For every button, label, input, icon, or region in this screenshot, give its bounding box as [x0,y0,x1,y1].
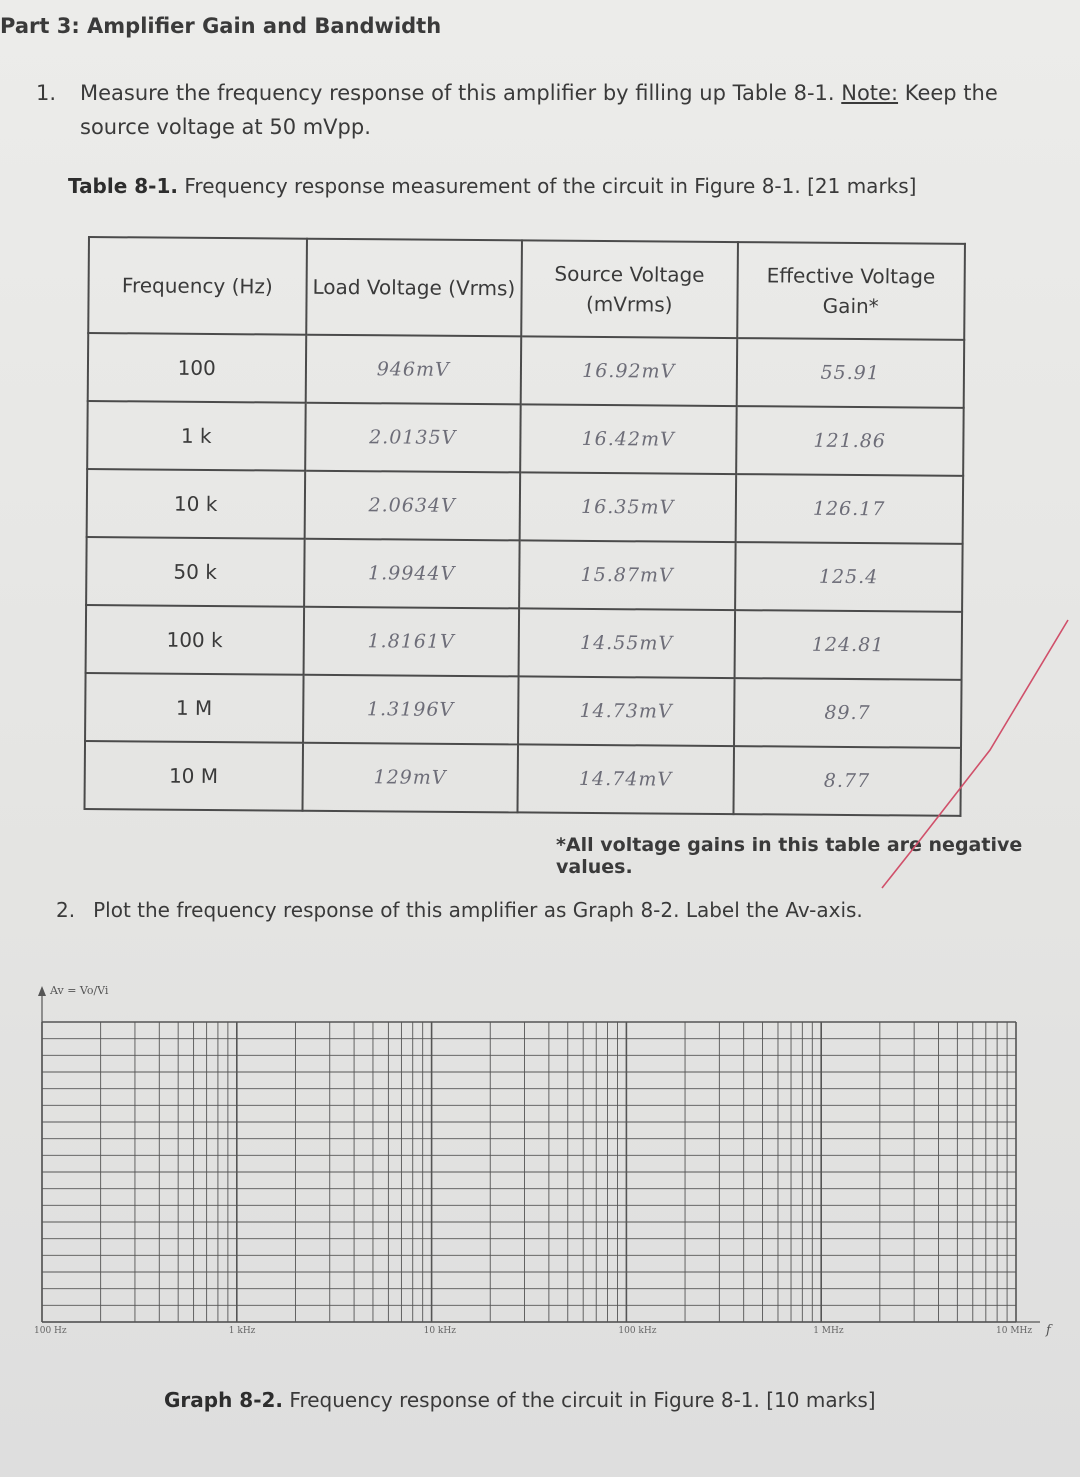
graph-caption-label: Graph 8-2. [164,1388,284,1412]
load-voltage-cell: 2.0634V [304,471,520,541]
question-1-text-before-note: Measure the frequency response of this amplifier by filling up Table 8-1. [80,81,842,105]
frequency-cell: 1 k [87,401,305,471]
source-voltage-cell: 14.55mV [519,608,735,678]
graph-caption [164,1388,876,1412]
x-tick-label: 100 Hz [34,1326,67,1336]
source-voltage-cell: 14.74mV [518,744,734,814]
gain-cell: 124.81 [734,610,962,680]
gain-cell: 126.17 [735,474,963,544]
gain-cell: 8.77 [733,746,961,816]
gain-cell: 121.86 [736,406,964,476]
gain-cell: 125.4 [735,542,963,612]
gain-cell: 89.7 [734,678,962,748]
x-tick-label: 1 kHz [228,1326,256,1336]
table-caption-label: Table 8-1. [68,174,178,198]
load-voltage-cell: 2.0135V [305,403,521,473]
header-source-voltage: Source Voltage (mVrms) [521,240,737,338]
load-voltage-cell: 129mV [302,743,518,813]
table-caption-text: Frequency response measurement of the circuit in Figure 8-1. [21 marks] [178,174,917,198]
question-1-text-after-note: Keep the source voltage at 50 mVpp. [80,81,998,139]
gain-cell: 55.91 [736,338,964,408]
y-axis-arrow [38,986,46,996]
header-load-voltage: Load Voltage (Vrms) [306,239,522,337]
pen-stroke-mark [882,620,1068,888]
part-heading: Part 3: Amplifier Gain and Bandwidth [0,14,442,38]
x-tick-label: 10 MHz [996,1326,1033,1336]
frequency-cell: 50 k [86,537,304,607]
source-voltage-cell: 15.87mV [519,540,735,610]
load-voltage-cell: 1.9944V [304,539,520,609]
source-voltage-cell: 16.92mV [521,336,737,406]
header-frequency: Frequency (Hz) [88,237,306,335]
load-voltage-cell: 946mV [305,335,521,405]
header-gain: Effective Voltage Gain* [737,242,965,340]
question-2-text: Plot the frequency response of this amplifier as Graph 8-2. Label the Av-axis. [93,898,863,922]
x-axis-symbol: f [1046,1323,1051,1338]
question-1-number: 1. [36,81,57,105]
frequency-cell: 1 M [85,673,303,743]
source-voltage-cell: 16.42mV [520,404,736,474]
source-voltage-cell: 16.35mV [520,472,736,542]
x-tick-label: 1 MHz [813,1326,844,1336]
frequency-cell: 100 k [86,605,304,675]
source-voltage-cell: 14.73mV [518,676,734,746]
x-tick-label: 10 kHz [423,1326,456,1336]
table-footnote: *All voltage gains in this table are negative values. [556,834,1023,878]
x-tick-label: 100 kHz [618,1326,657,1336]
graph-caption-text: Frequency response of the circuit in Figure 8-1. [10 marks] [283,1388,876,1412]
load-voltage-cell: 1.3196V [303,675,519,745]
load-voltage-cell: 1.8161V [303,607,519,677]
y-axis-label: Av = Vo/Vi [50,984,109,997]
frequency-cell: 10 k [87,469,305,539]
note-label: Note: [841,81,899,105]
frequency-cell: 10 M [84,741,302,811]
question-2-number: 2. [56,898,76,922]
frequency-cell: 100 [88,333,306,403]
